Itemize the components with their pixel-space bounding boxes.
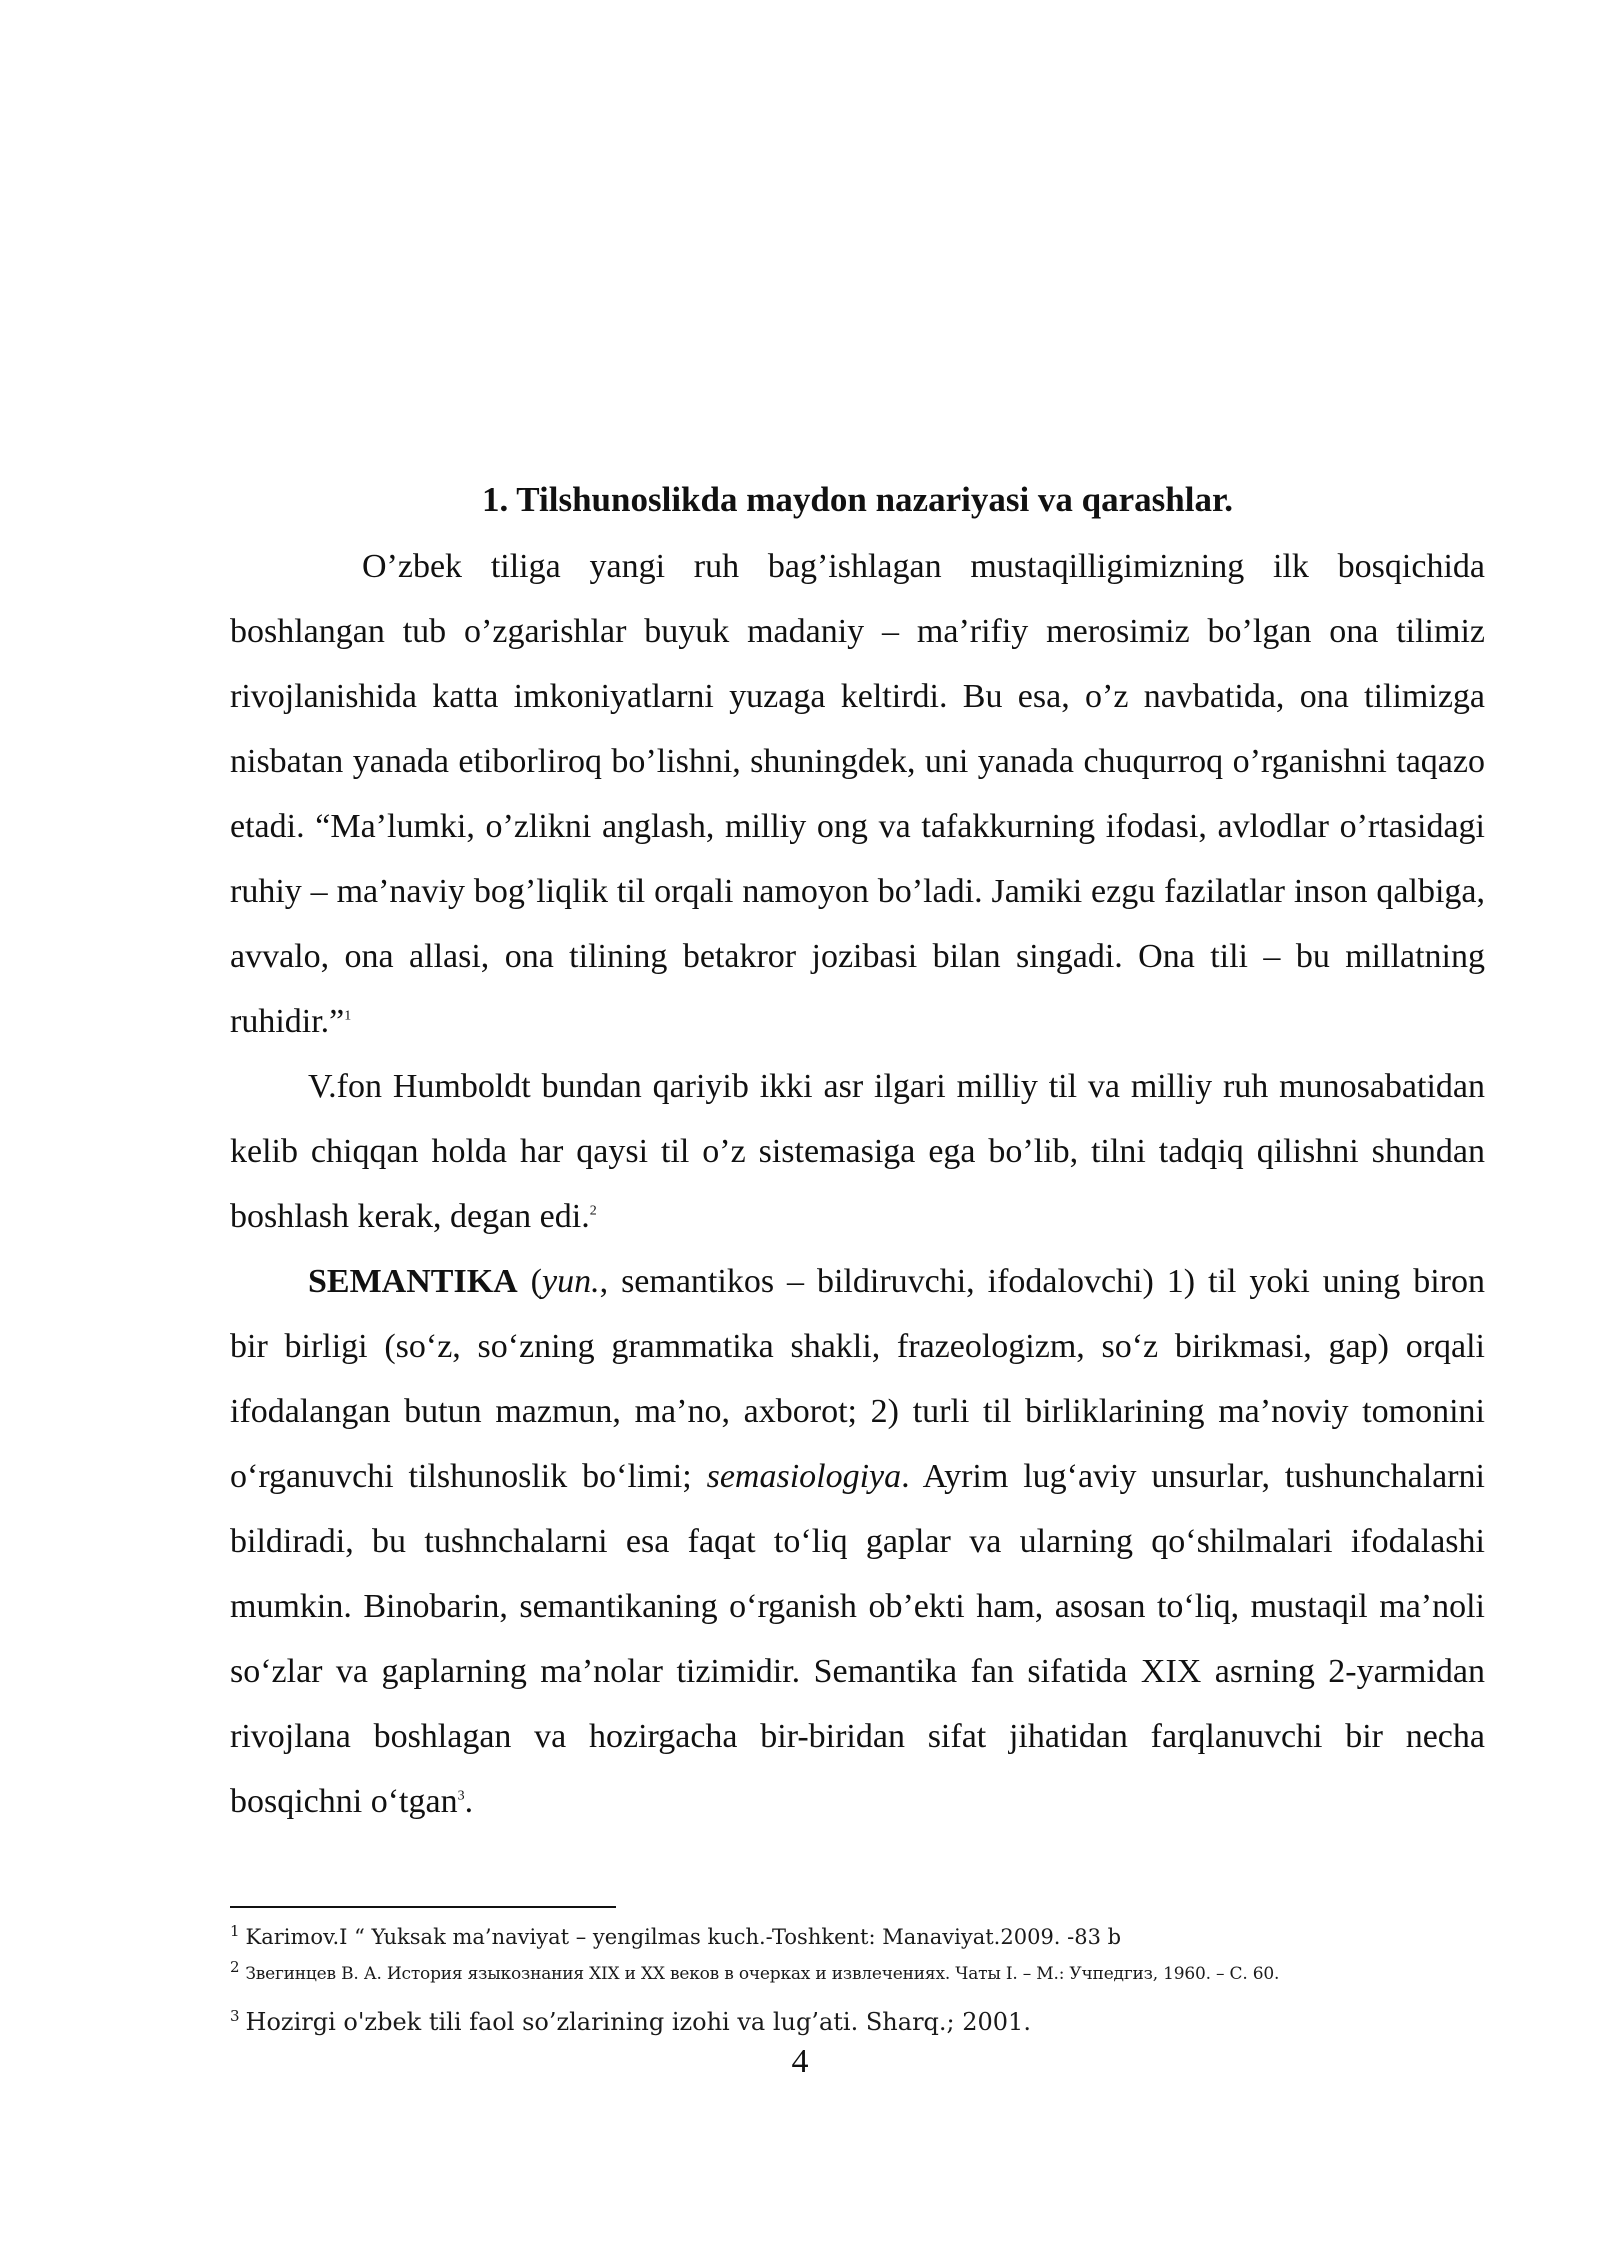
footnote-3-text: Hozirgi o'zbek tili faol so’zlarining izohi va lug’ati. Sharq.; 2001.: [245, 2008, 1031, 2036]
footnote-1-number: 1: [230, 1922, 240, 1940]
footnote-1-text: Karimov.I “ Yuksak ma’naviyat – yengilmas kuch.-Toshkent: Manaviyat.2009. -83 b: [245, 1925, 1122, 1949]
footnote-2-number: 2: [230, 1958, 240, 1977]
paragraph-semantika-text-1: , semantikos – bildiruvchi, ifodalovchi) 1) til yoki uning biron bir birligi (so‘z, so‘zning grammatika shakli, frazeologizm, so‘z birikmasi, gap) orqali ifodalangan butun mazmun, ma’no, axborot; 2) turli til birliklarining ma’noviy tomonini o‘rganuvchi tilshunoslik bo‘limi;: [230, 1263, 1485, 1495]
paragraph-humboldt-text: V.fon Humboldt bundan qariyib ikki asr ilgari milliy til va milliy ruh munosabatidan kelib chiqqan holda har qaysi til o’z sistemasiga ega bo’lib, tilni tadqiq qilishni shundan boshlash kerak, degan edi.: [230, 1068, 1485, 1235]
term-semantika: SEMANTIKA: [308, 1263, 518, 1300]
paragraph-intro: [230, 534, 1485, 1054]
paragraph-humboldt: [230, 1054, 1485, 1249]
footnote-ref-3: 3: [457, 1788, 465, 1804]
footnote-3: [230, 2000, 1485, 2044]
page-number: 4: [791, 2043, 809, 2080]
origin-abbreviation: yun.: [542, 1263, 600, 1300]
footnotes: [230, 1918, 1485, 2044]
paragraph-semantika-end: .: [464, 1783, 474, 1820]
footnote-ref-1: 1: [344, 1008, 352, 1024]
paragraph-intro-text: O’zbek tiliga yangi ruh bag’ishlagan mustaqilligimizning ilk bosqichida boshlangan tub o’zgarishlar buyuk madaniy – ma’rifiy merosimiz bo’lgan ona tilimiz rivojlanishida katta imkoniyatlarni yuzaga keltirdi. Bu esa, o’z navbatida, ona tilimizga nisbatan yanada etiborliroq bo’lishni, shuningdek, uni yanada chuqurroq o’rganishni taqazo etadi. “Ma’lumki, o’zlikni anglash, milliy ong va tafakkurning ifodasi, avlodlar o’rtasidagi ruhiy – ma’naviy bog’liqlik til orqali namoyon bo’ladi. Jamiki ezgu fazilatlar inson qalbiga, avvalo, ona allasi, ona tilining betakror jozibasi bilan singadi. Ona tili – bu millatning ruhidir.”: [230, 548, 1485, 1040]
footnote-1: [230, 1918, 1485, 1956]
section-heading: 1. Tilshunoslikda maydon nazariyasi va qarashlar.: [481, 480, 1234, 519]
term-semasiologiya: semasiologiya: [706, 1458, 902, 1495]
footnote-3-number: 3: [230, 2007, 240, 2025]
paragraph-semantika-text-2: . Ayrim lug‘aviy unsurlar, tushunchalarni bildiradi, bu tushnchalarni esa faqat to‘liq gaplar va ularning qo‘shilmalari ifodalashi mumkin. Binobarin, semantikaning o‘rganish ob’ekti ham, asosan to‘liq, mustaqil ma’noli so‘zlar va gaplarning ma’nolar tizimidir. Semantika fan sifatida XIX asrning 2-yarmidan rivojlana boshlagan va hozirgacha bir-biridan sifat jihatidan farqlanuvchi bir necha bosqichni o‘tgan: [230, 1458, 1486, 1820]
footnote-ref-2: 2: [589, 1203, 597, 1219]
body-text: [230, 534, 1485, 1834]
footnote-2-text: Звегинцев В. А. История языкознания XIX и XX веков в очерках и извлечениях. Чаты I. – М.: Учпедгиз, 1960. – С. 60.: [245, 1964, 1280, 1984]
footnote-2: [230, 1956, 1485, 1992]
footnote-separator: [230, 1906, 616, 1908]
paragraph-semantika: SEMANTIKA (yun., semantikos – bildiruvchi, ifodalovchi) 1) til yoki uning biron bir birligi (so‘z, so‘zning grammatika shakli, frazeologizm, so‘z birikmasi, gap) orqali ifodalangan butun mazmun, ma’no, axborot; 2) turli til birliklarining ma’noviy tomonini o‘rganuvchi tilshunoslik bo‘limi; semasiologiya. Ayrim lug‘aviy unsurlar, tushunchalarni bildiradi, bu tushnchalarni esa faqat to‘liq gaplar va ularning qo‘shilmalari ifodalashi mumkin. Binobarin, semantikaning o‘rganish ob’ekti ham, asosan to‘liq, mustaqil ma’noli so‘zlar va gaplarning ma’nolar tizimidir. Semantika fan sifatida XIX asrning 2-yarmidan rivojlana boshlagan va hozirgacha bir-biridan sifat jihatidan farqlanuvchi bir necha bosqichni o‘tgan$^3$.: [230, 1263, 1486, 1820]
